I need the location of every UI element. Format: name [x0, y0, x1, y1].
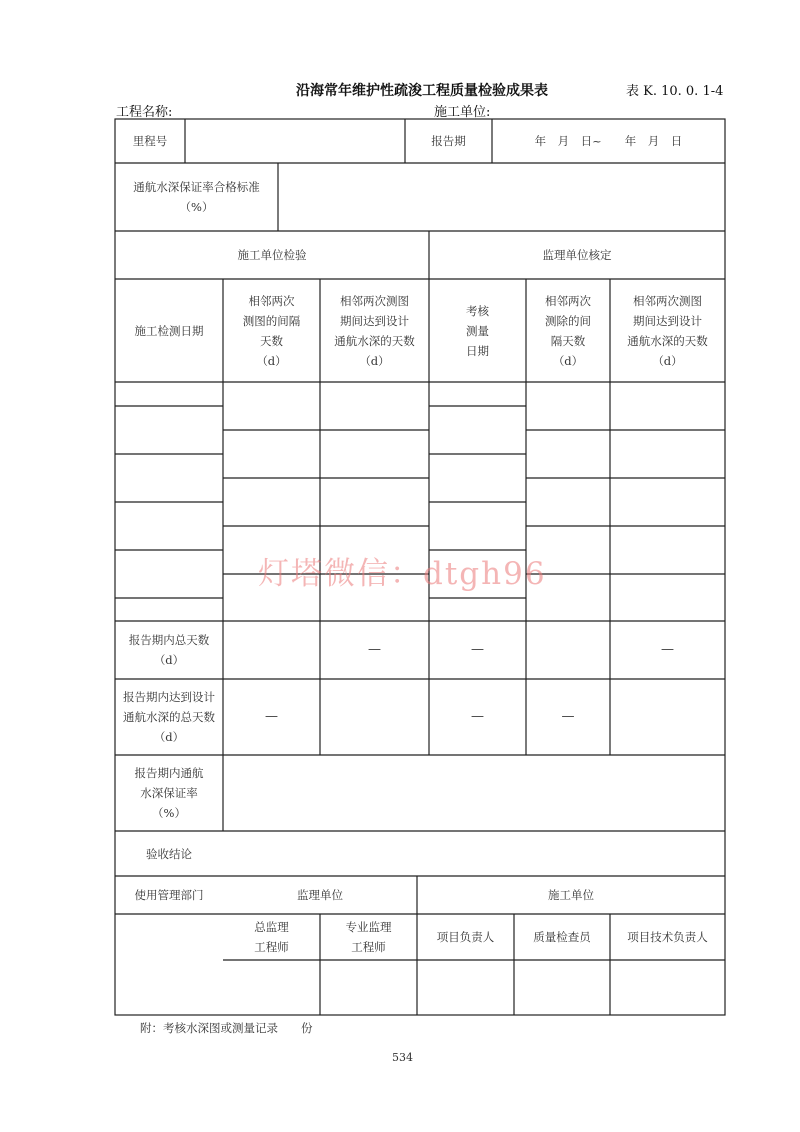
table-number: 表 K. 10. 0. 1-4 — [626, 84, 724, 99]
specialist-engineer-label: 专业监理 工程师 — [345, 920, 392, 954]
dash-mark: — — [368, 642, 381, 657]
footer-note: 附：考核水深图或测量记录 份 — [140, 1021, 313, 1035]
construction-unit-label: 施工单位: — [434, 105, 491, 120]
guarantee-rate-field[interactable] — [223, 755, 725, 831]
dash-mark: — — [471, 642, 484, 657]
qualification-standard-field[interactable] — [278, 163, 725, 231]
col-assess-date: 考核 测量 日期 — [466, 303, 489, 358]
dash-mark: — — [561, 709, 575, 724]
acceptance-field[interactable] — [223, 831, 725, 876]
col-days-design-depth-supervision: 相邻两次测图 期间达到设计 通航水深的天数 （d） — [627, 293, 708, 368]
col-interval-days-supervision: 相邻两次 测除的间 隔天数 （d） — [545, 293, 591, 368]
watermark: 灯塔微信：dtgh96 — [258, 556, 547, 592]
construction-check-header: 施工单位检验 — [237, 248, 307, 262]
supervision-verify-header: 监理单位核定 — [542, 248, 612, 262]
reached-days-label: 报告期内达到设计 通航水深的总天数 （d） — [123, 690, 215, 744]
guarantee-rate-label: 报告期内通航 水深保证率 （%） — [134, 766, 204, 820]
acceptance-label: 验收结论 — [146, 846, 192, 861]
mileage-field[interactable] — [185, 119, 405, 163]
user-dept-label: 使用管理部门 — [134, 888, 204, 902]
dash-mark: — — [265, 709, 278, 724]
document-title: 沿海常年维护性疏浚工程质量检验成果表 — [296, 83, 548, 99]
construction-unit-header: 施工单位 — [548, 888, 594, 902]
qualification-standard-label: 通航水深保证率合格标准 （%） — [133, 180, 260, 214]
report-period-value[interactable]: 年 月 日~ 年 月 日 — [534, 134, 683, 148]
col-construction-date: 施工检测日期 — [134, 323, 204, 338]
quality-inspector-label: 质量检查员 — [533, 930, 591, 944]
total-days-label: 报告期内总天数 （d） — [128, 633, 210, 667]
dash-mark: — — [661, 642, 674, 657]
tech-manager-label: 项目技术负责人 — [627, 930, 708, 944]
report-period-label: 报告期 — [431, 134, 466, 148]
col-interval-days: 相邻两次 测图的间隔 天数 （d） — [242, 293, 301, 368]
project-manager-label: 项目负责人 — [436, 930, 495, 944]
page-number: 534 — [392, 1051, 413, 1064]
dash-mark: — — [471, 709, 484, 724]
project-name-label: 工程名称: — [116, 105, 173, 120]
col-days-design-depth: 相邻两次测图 期间达到设计 通航水深的天数 （d） — [334, 293, 415, 368]
supervision-unit-label: 监理单位 — [297, 888, 343, 902]
mileage-label: 里程号 — [132, 134, 168, 148]
chief-engineer-label: 总监理 工程师 — [254, 920, 289, 954]
